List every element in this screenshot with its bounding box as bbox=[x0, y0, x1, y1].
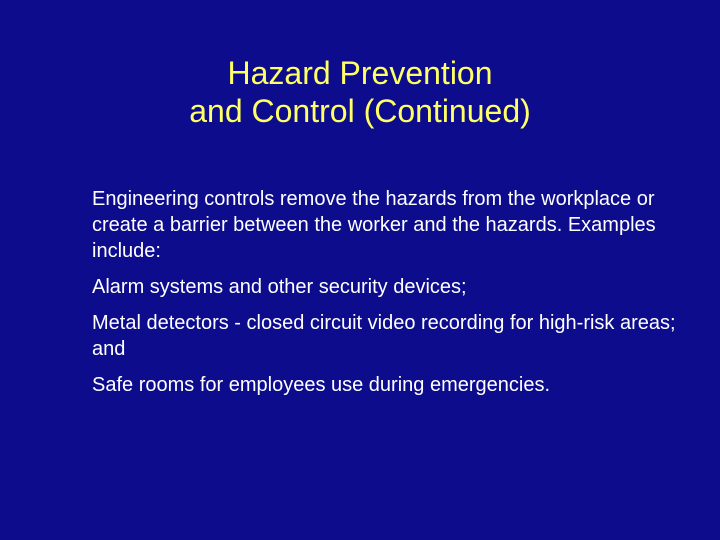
example-metal-detectors: Metal detectors - closed circuit video recording for high-risk areas; and bbox=[92, 312, 676, 360]
example-alarm-systems: Alarm systems and other security devices; bbox=[92, 276, 467, 298]
slide-title-line-2: and Control (Continued) bbox=[189, 93, 531, 129]
example-safe-rooms: Safe rooms for employees use during emergencies. bbox=[92, 374, 551, 396]
intro-paragraph: Engineering controls remove the hazards from the workplace or create a barrier between the worker and the hazards. Examples include: bbox=[92, 188, 656, 262]
slide-title bbox=[0, 54, 720, 130]
slide-title-line-1: Hazard Prevention bbox=[227, 55, 493, 91]
slide-body bbox=[92, 186, 682, 408]
